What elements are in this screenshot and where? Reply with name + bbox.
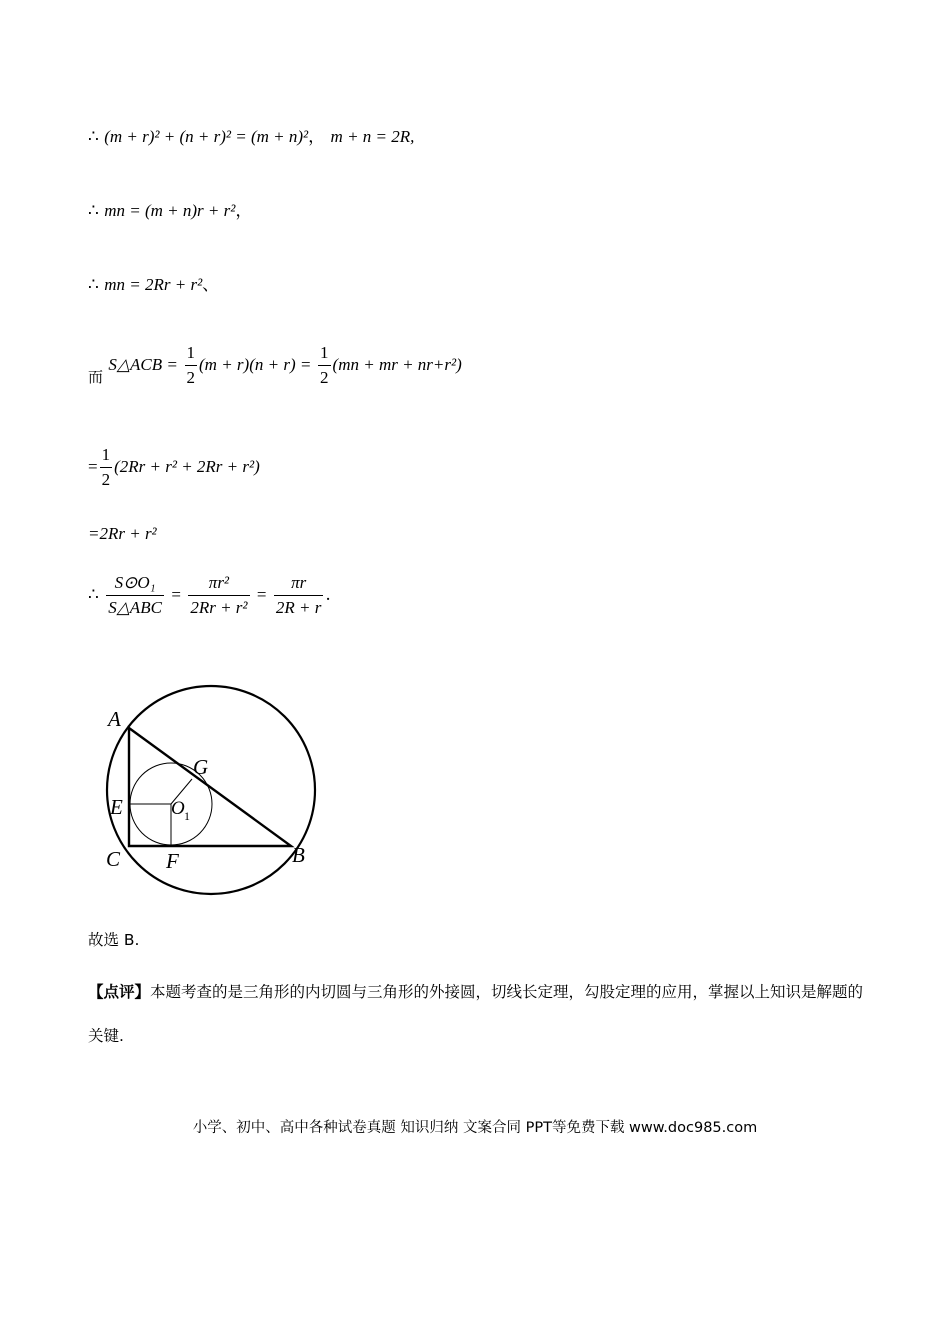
label-e: E: [110, 795, 123, 819]
therefore-symbol: ∴: [88, 275, 99, 295]
geometry-figure: [92, 676, 332, 896]
comment-tag: 【点评】: [88, 983, 151, 1001]
sum-equation: m + n = 2R,: [330, 127, 415, 146]
product-expression: (m + r)(n + r): [199, 355, 296, 374]
label-c: C: [106, 847, 121, 871]
half-fraction: $\frac{1}{2}$: [101, 445, 111, 489]
ratio-fraction-1: $\frac{\text{S⊙O₁}}{\text{S△ABC}}$: [108, 573, 162, 617]
label-o: O: [171, 798, 185, 819]
equation-line-4: 而 S△ACB = $\frac{1}{2}$ (m + r)(n + r) = $\frac{1}{2}$ (mn + mr + nr+r²): [88, 343, 462, 387]
equation-line-6: [88, 524, 157, 544]
label-o-subscript: 1: [184, 809, 190, 823]
substituted-expression: (2Rr + r² + 2Rr + r²): [114, 457, 260, 476]
label-b: B: [292, 843, 305, 867]
punctuation: ，: [235, 201, 253, 221]
label-a: A: [108, 707, 121, 731]
half-fraction: $\frac{1}{2}$: [186, 343, 196, 387]
equation-line-3: [88, 270, 219, 295]
comment-paragraph: [88, 970, 868, 1058]
ratio-fraction-3: $\frac{\pi r}{2R + r}$: [275, 573, 322, 617]
label-f: F: [166, 849, 179, 873]
equation-line-5: = $\frac{1}{2}$ (2Rr + r² + 2Rr + r²): [88, 445, 260, 489]
label-g: G: [193, 755, 209, 779]
ratio-fraction-2: $\frac{\text{πr²}}{\text{2Rr + r²}}$: [190, 573, 248, 617]
therefore-symbol: ∴: [88, 585, 99, 605]
footer-text: 小学、初中、高中各种试卷真题 知识归纳 文案合同 PPT等免费下载 www.doc985.com: [192, 1120, 758, 1136]
answer-text: 故选 B.: [88, 931, 140, 949]
mn-result-equation: mn = 2Rr + r²: [104, 275, 203, 294]
mn-equation: mn = (m + n)r + r²: [104, 201, 236, 220]
punctuation: 、: [202, 275, 220, 295]
equation-line-7: ∴ $\frac{\text{S⊙O₁}}{\text{S△ABC}}$ = $\frac{\text{πr²}}{\text{2Rr + r²}}$ = $\frac{\pi r}{2R + r}$ .: [88, 573, 331, 617]
equation-line-2: [88, 196, 252, 221]
separator: ，: [308, 127, 326, 147]
equation-line-1: [88, 122, 414, 147]
therefore-symbol: ∴: [88, 201, 99, 221]
area-triangle-acb: S△ACB: [108, 355, 163, 374]
comment-text: 本题考查的是三角形的内切圆与三角形的外接圆，切线长定理，勾股定理的应用，掌握以上知识是解题的关键.: [88, 983, 864, 1045]
circumscribed-circle: [107, 686, 315, 894]
therefore-symbol: ∴: [88, 127, 99, 147]
period: .: [325, 585, 331, 605]
triangle-abc: [129, 728, 291, 846]
half-fraction: $\frac{1}{2}$: [320, 343, 329, 387]
pythagorean-equation: (m + r)² + (n + r)² = (m + n)²: [104, 127, 309, 146]
expanded-expression: (mn + mr + nr+r²): [332, 355, 462, 374]
prefix-text: 而: [88, 368, 104, 386]
area-result: =2Rr + r²: [88, 524, 157, 543]
